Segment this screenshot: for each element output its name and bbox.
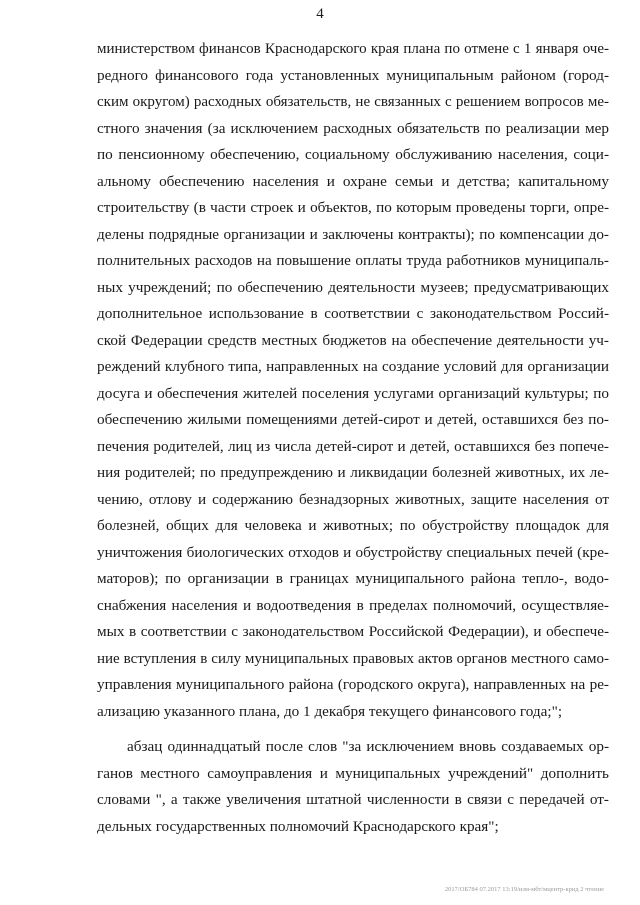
- text-line: по пенсионному обеспечению, социальному обслуживанию населения, соци-: [97, 146, 609, 163]
- text-line: снабжения населения и водоотведения в пределах полномочий, осуществляе-: [97, 596, 609, 614]
- text-line: строительству (в части строек и объектов, по которым проведены торги, опре-: [97, 199, 609, 216]
- text-line: ской Федерации средств местных бюджетов на обеспечение деятельности уч-: [97, 331, 609, 349]
- text-line: дельных государственных полномочий Краснодарского края";: [97, 817, 499, 835]
- document-footer-stamp: 2017/ОБ784 07.2017 13:19/изм-мбт/мцентр-крнд 2 чтение: [444, 886, 604, 893]
- text-line: маторов); по организации в границах муниципального района тепло-, водо-: [97, 570, 609, 587]
- text-line: дополнительное использование в соответствии с законодательством Россий-: [97, 305, 609, 322]
- text-line: министерством финансов Краснодарского края плана по отмене с 1 января оче-: [97, 41, 609, 57]
- text-line: обеспечению жилыми помещениями детей-сирот и детей, оставшихся без по-: [97, 411, 609, 428]
- text-line: мых в соответствии с законодательством Российской Федерации), и обеспече-: [97, 623, 609, 640]
- text-line: альному обеспечению населения и охране семьи и детства; капитальному: [97, 172, 609, 190]
- text-line: уничтожения биологических отходов и обустройству специальных печей (кре-: [97, 543, 609, 561]
- text-line: редного финансового года установленных муниципальным районом (город-: [97, 66, 609, 84]
- text-line: управления муниципального района (городского округа), направленных на ре-: [97, 676, 609, 693]
- text-line: абзац одиннадцатый после слов "за исключением вновь создаваемых ор-: [127, 738, 609, 755]
- paragraph-2: [97, 734, 609, 840]
- text-line: чению, отлову и содержанию безнадзорных животных, защите населения от: [97, 490, 609, 508]
- text-line: досуга и обеспечения жителей поселения услугами организаций культуры; по: [97, 384, 609, 402]
- text-line: полнительных расходов на повышение оплаты труда работников муниципаль-: [97, 252, 609, 269]
- text-line: ние вступления в силу муниципальных правовых актов органов местного само-: [97, 650, 609, 667]
- text-line: болезней, общих для человека и животных; по обустройству площадок для: [97, 517, 609, 534]
- text-line: словами ", а также увеличения штатной численности в связи с передачей от-: [97, 791, 609, 808]
- text-line: ским округом) расходных обязательств, не связанных с решением вопросов ме-: [97, 94, 609, 110]
- text-line: ных учреждений; по обеспечению деятельности музеев; предусматривающих: [97, 278, 609, 296]
- text-line: ализацию указанного плана, до 1 декабря текущего финансового года;";: [97, 702, 563, 720]
- text-line: ганов местного самоуправления и муниципальных учреждений" дополнить: [97, 764, 609, 782]
- text-line: делены подрядные организации и заключены контракты); по компенсации до-: [97, 225, 609, 243]
- page-number: 4: [316, 6, 324, 22]
- text-line: ния родителей; по предупреждению и ликвидации болезней животных, их ле-: [97, 464, 609, 481]
- text-line: стного значения (за исключением расходных обязательств по реализации мер: [97, 119, 609, 137]
- text-line: печения родителей, лиц из числа детей-сирот и детей, оставшихся без попече-: [97, 437, 609, 455]
- paragraph-1: [97, 36, 609, 725]
- text-line: реждений клубного типа, направленных на создание условий для организации: [97, 358, 609, 375]
